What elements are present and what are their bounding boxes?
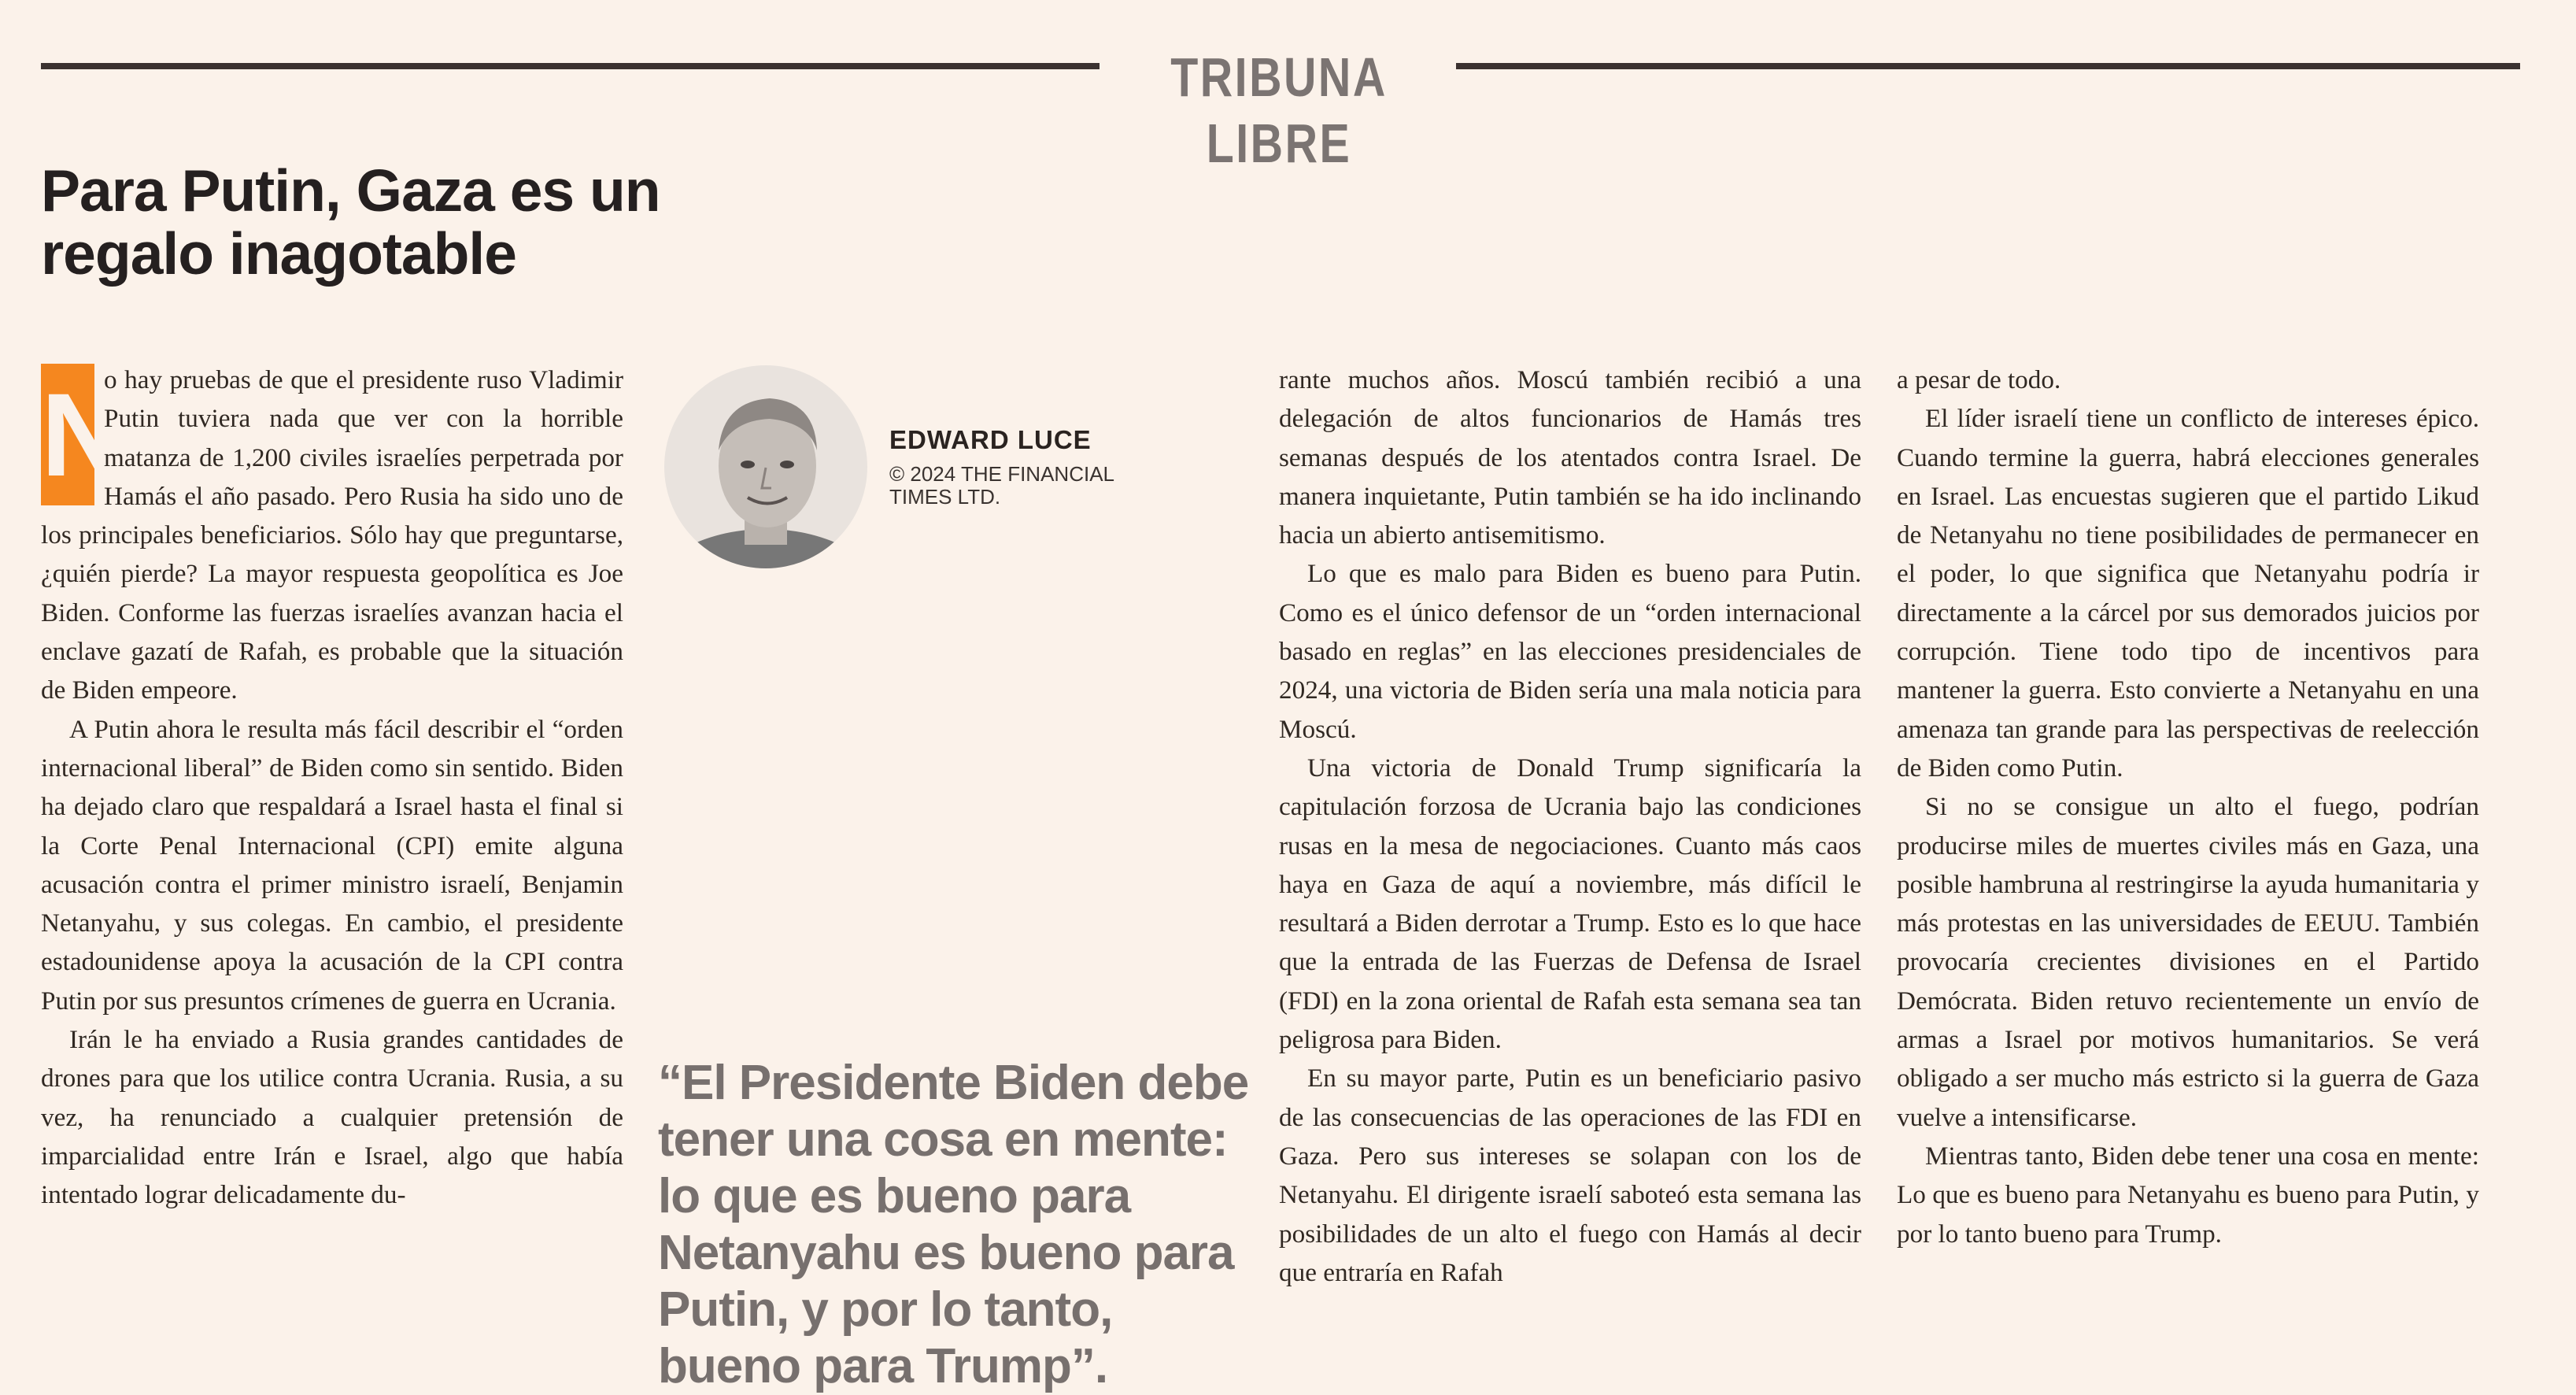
article-column-3 [1897,361,2479,1345]
paragraph: a pesar de todo. [1897,365,2061,394]
drop-cap: N [41,364,94,505]
paragraph: rante muchos años. Moscú también recibió a una delegación de altos funcionarios de Hamás tres semanas después de los atentados contra Israel. De manera inquietante, Putin también se ha ido inclinando hacia un abierto antisemitismo. [1279,365,1861,550]
paragraph: A Putin ahora le resulta más fácil describir el “orden internacional liberal” de Biden como sin sentido. Biden ha dejado claro que respaldará a Israel hasta el final si la Corte Penal Internacional (CPI) emite alguna acusación contra el primer ministro israelí, Benjamin Netanyahu, y sus colegas. En cambio, el presidente estadounidense apoya la acusación de la CPI contra Putin por sus presuntos crímenes de guerra en Ucrania. [41,714,623,1016]
paragraph: En su mayor parte, Putin es un beneficiario pasivo de las consecuencias de las operaciones de las FDI en Gaza. Pero sus intereses se solapan con los de Netanyahu. El dirigente israelí saboteó esta semana las posibilidades de un alto el fuego con Hamás al decir que entraría en Rafah [1279,1064,1861,1287]
paragraph: Si no se consigue un alto el fuego, podrían producirse miles de muertes civiles más en Gaza, una posible hambruna al restringirse la ayuda humanitaria y más protestas en las universidades de EEUU. También provocaría crecientes divisiones en el Partido Demócrata. Biden retuvo recientemente un envío de armas a Israel por motivos humanitarios. Se verá obligado a ser mucho más estricto si la guerra de Gaza vuelve a intensificarse. [1897,792,2479,1132]
article-column-1 [41,361,623,1345]
headline: Para Putin, Gaza es un regalo inagotable [41,157,660,287]
section-label: TRIBUNA LIBRE [1170,46,1388,174]
header-rule-right [1456,63,2520,69]
copyright-line: © 2024 THE FINANCIAL TIMES LTD. [889,462,1114,509]
author-name: EDWARD LUCE [889,425,1092,454]
paragraph: El líder israelí tiene un conflicto de intereses épico. Cuando termine la guerra, habrá elecciones generales en Israel. Las encuestas sugieren que el partido Likud de Netanyahu no tiene posibilidades de permanecer en el poder, lo que significa que Netanyahu podría ir directamente a la cárcel por sus demorados juicios por corrupción. Tiene todo tipo de incentivos para mantener la guerra. Esto convierte a Netanyahu en una amenaza tan grande para las perspectivas de reelección de Biden como Putin. [1897,404,2479,783]
pull-quote: “El Presidente Biden debe tener una cosa en mente: lo que es bueno para Netanyahu es bueno para Putin, y por lo tanto, bueno para Trump”. [658,1056,1249,1393]
paragraph [41,361,623,710]
paragraph: Mientras tanto, Biden debe tener una cosa en mente: Lo que es bueno para Netanyahu es bueno para Putin, y por lo tanto bueno para Trump. [1897,1141,2479,1249]
author-portrait [660,364,872,570]
article-column-2 [1279,361,1861,1345]
paragraph: Irán le ha enviado a Rusia grandes cantidades de drones para que los utilice contra Ucrania. Rusia, a su vez, ha renunciado a cualquier pretensión de imparcialidad entre Irán e Israel, algo que había intentado lograr delicadamente du- [41,1025,623,1210]
paragraph: Lo que es malo para Biden es bueno para Putin. Como es el único defensor de un “orden internacional basado en reglas” en las elecciones presidenciales de 2024, una victoria de Biden sería una mala noticia para Moscú. [1279,559,1861,744]
paragraph-text: o hay pruebas de que el presidente ruso Vladimir Putin tuviera nada que ver con la horrible matanza de 1,200 civiles israelíes perpetrada por Hamás el año pasado. Pero Rusia ha sido uno de los principales beneficiarios. Sólo hay que preguntarse, ¿quién pierde? La mayor respuesta geopolítica es Joe Biden. Conforme las fuerzas israelíes avanzan hacia el enclave gazatí de Rafah, es probable que la situación de Biden empeore. [41,365,623,705]
header-rule-left [41,63,1100,69]
paragraph: Una victoria de Donald Trump significaría la capitulación forzosa de Ucrania bajo las condiciones rusas en la mesa de negociaciones. Cuanto más caos haya en Gaza de aquí a noviembre, más difícil le resultará a Biden derrotar a Trump. Esto es lo que hace que la entrada de las Fuerzas de Defensa de Israel (FDI) en la zona oriental de Rafah esta semana sea tan peligrosa para Biden. [1279,753,1861,1055]
